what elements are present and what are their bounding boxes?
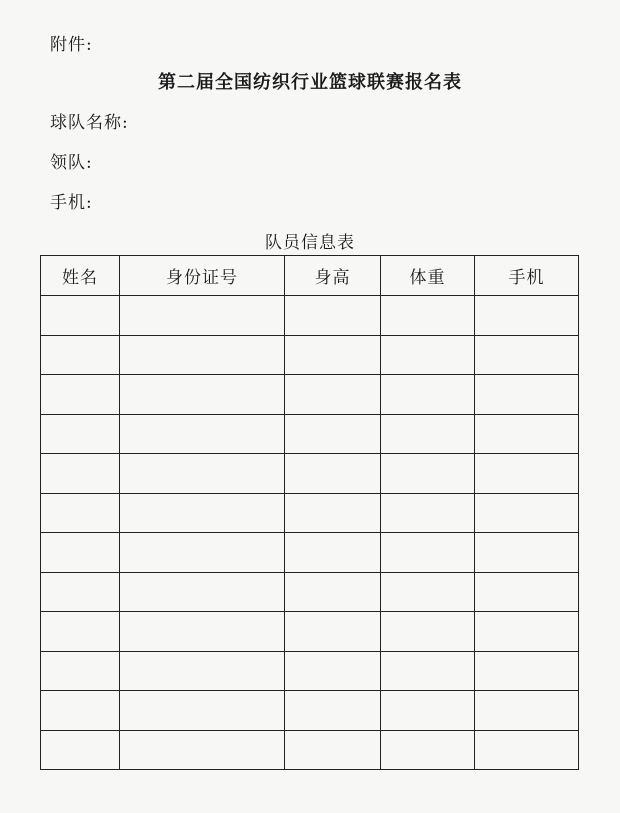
cell-height[interactable] bbox=[285, 612, 381, 652]
cell-weight[interactable] bbox=[381, 572, 475, 612]
cell-weight[interactable] bbox=[381, 612, 475, 652]
table-row bbox=[41, 572, 579, 612]
cell-weight[interactable] bbox=[381, 651, 475, 691]
cell-id-number[interactable] bbox=[120, 454, 285, 494]
cell-id-number[interactable] bbox=[120, 335, 285, 375]
cell-phone[interactable] bbox=[475, 375, 579, 415]
cell-phone[interactable] bbox=[475, 691, 579, 731]
leader-label: 领队: bbox=[50, 153, 93, 173]
attachment-label: 附件: bbox=[50, 35, 93, 55]
cell-height[interactable] bbox=[285, 572, 381, 612]
cell-phone[interactable] bbox=[475, 533, 579, 573]
table-row bbox=[41, 375, 579, 415]
cell-height[interactable] bbox=[285, 335, 381, 375]
cell-id-number[interactable] bbox=[120, 651, 285, 691]
cell-weight[interactable] bbox=[381, 493, 475, 533]
cell-name[interactable] bbox=[41, 612, 120, 652]
cell-weight[interactable] bbox=[381, 335, 475, 375]
cell-name[interactable] bbox=[41, 375, 120, 415]
cell-weight[interactable] bbox=[381, 296, 475, 336]
phone-label: 手机: bbox=[50, 193, 93, 213]
team-name-label: 球队名称: bbox=[50, 113, 129, 133]
table-row bbox=[41, 691, 579, 731]
cell-weight[interactable] bbox=[381, 375, 475, 415]
cell-weight[interactable] bbox=[381, 691, 475, 731]
cell-height[interactable] bbox=[285, 730, 381, 770]
cell-phone[interactable] bbox=[475, 454, 579, 494]
cell-name[interactable] bbox=[41, 691, 120, 731]
cell-name[interactable] bbox=[41, 296, 120, 336]
cell-name[interactable] bbox=[41, 414, 120, 454]
cell-height[interactable] bbox=[285, 493, 381, 533]
cell-name[interactable] bbox=[41, 493, 120, 533]
table-row bbox=[41, 335, 579, 375]
table-title: 队员信息表 bbox=[265, 233, 355, 253]
column-header-phone: 手机 bbox=[475, 256, 579, 296]
column-header-id-number: 身份证号 bbox=[120, 256, 285, 296]
cell-height[interactable] bbox=[285, 375, 381, 415]
column-header-weight: 体重 bbox=[381, 256, 475, 296]
cell-id-number[interactable] bbox=[120, 691, 285, 731]
cell-id-number[interactable] bbox=[120, 493, 285, 533]
cell-id-number[interactable] bbox=[120, 730, 285, 770]
cell-weight[interactable] bbox=[381, 414, 475, 454]
cell-name[interactable] bbox=[41, 335, 120, 375]
cell-weight[interactable] bbox=[381, 730, 475, 770]
table-row bbox=[41, 612, 579, 652]
table-header-row bbox=[41, 256, 579, 296]
cell-name[interactable] bbox=[41, 572, 120, 612]
form-title: 第二届全国纺织行业篮球联赛报名表 bbox=[158, 72, 462, 93]
cell-id-number[interactable] bbox=[120, 533, 285, 573]
cell-phone[interactable] bbox=[475, 651, 579, 691]
cell-name[interactable] bbox=[41, 651, 120, 691]
cell-height[interactable] bbox=[285, 651, 381, 691]
cell-id-number[interactable] bbox=[120, 612, 285, 652]
table-row bbox=[41, 454, 579, 494]
cell-height[interactable] bbox=[285, 533, 381, 573]
cell-phone[interactable] bbox=[475, 572, 579, 612]
table-row bbox=[41, 651, 579, 691]
cell-height[interactable] bbox=[285, 691, 381, 731]
table-row bbox=[41, 493, 579, 533]
cell-phone[interactable] bbox=[475, 612, 579, 652]
cell-id-number[interactable] bbox=[120, 296, 285, 336]
column-header-name: 姓名 bbox=[41, 256, 120, 296]
cell-height[interactable] bbox=[285, 454, 381, 494]
cell-phone[interactable] bbox=[475, 414, 579, 454]
cell-phone[interactable] bbox=[475, 296, 579, 336]
table-row bbox=[41, 296, 579, 336]
table-row bbox=[41, 414, 579, 454]
cell-weight[interactable] bbox=[381, 454, 475, 494]
table-row bbox=[41, 533, 579, 573]
cell-phone[interactable] bbox=[475, 335, 579, 375]
cell-id-number[interactable] bbox=[120, 375, 285, 415]
cell-id-number[interactable] bbox=[120, 414, 285, 454]
cell-name[interactable] bbox=[41, 533, 120, 573]
cell-id-number[interactable] bbox=[120, 572, 285, 612]
cell-weight[interactable] bbox=[381, 533, 475, 573]
cell-name[interactable] bbox=[41, 730, 120, 770]
cell-phone[interactable] bbox=[475, 493, 579, 533]
table-row bbox=[41, 730, 579, 770]
cell-height[interactable] bbox=[285, 296, 381, 336]
player-info-table bbox=[40, 255, 579, 770]
cell-phone[interactable] bbox=[475, 730, 579, 770]
cell-height[interactable] bbox=[285, 414, 381, 454]
column-header-height: 身高 bbox=[285, 256, 381, 296]
cell-name[interactable] bbox=[41, 454, 120, 494]
